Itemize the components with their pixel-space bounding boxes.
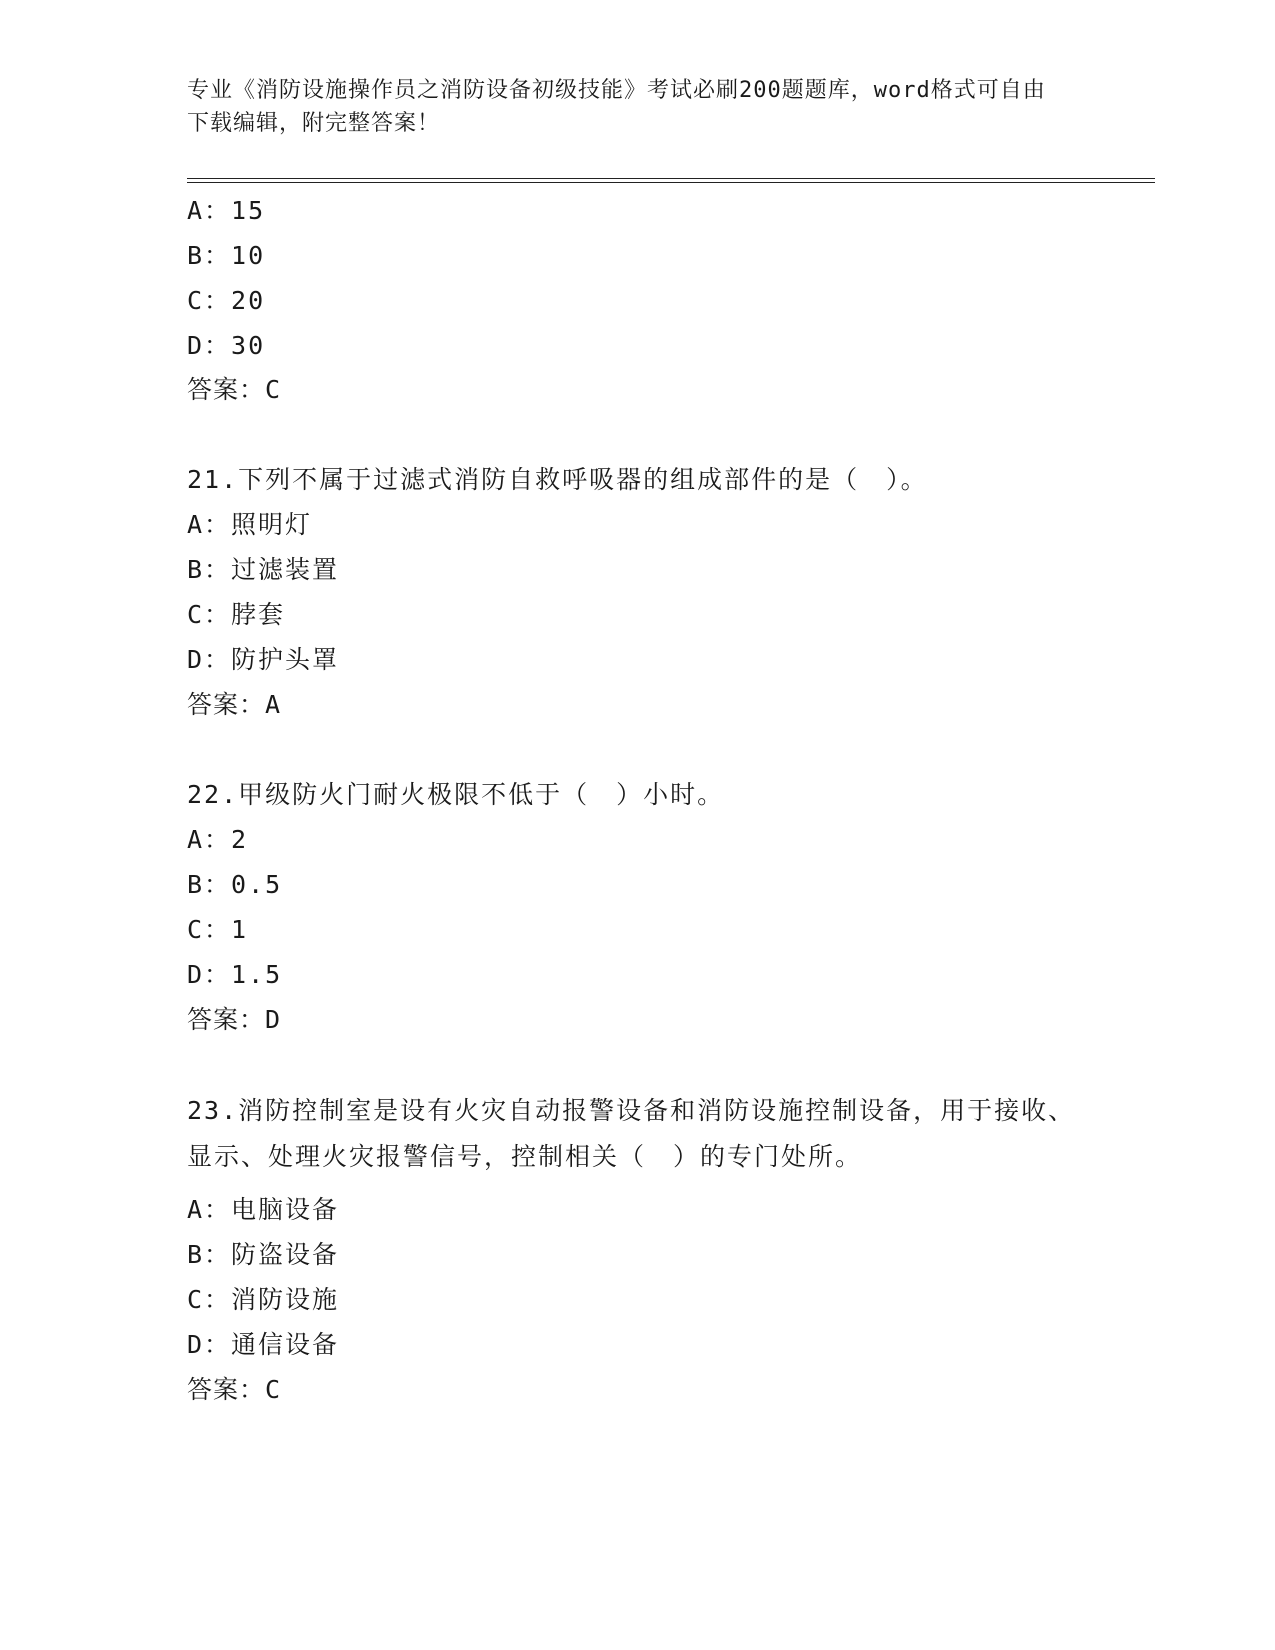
- document-header: 专业《消防设施操作员之消防设备初级技能》考试必刷200题题库，word格式可自由下载编辑，附完整答案！: [187, 78, 1046, 136]
- q23-stem: 23.消防控制室是设有火灾自动报警设备和消防设施控制设备，用于接收、显示、处理火灾报警信号，控制相关（ ）的专门处所。: [187, 1096, 1076, 1171]
- q22-answer: 答案：D: [187, 1005, 282, 1034]
- q20-option-a: A：15: [187, 196, 266, 225]
- q21-option-a: A：照明灯: [187, 510, 313, 539]
- q23-option-b: B：防盗设备: [187, 1240, 340, 1269]
- q23-option-a: A：电脑设备: [187, 1195, 340, 1224]
- q23-option-d: D：通信设备: [187, 1330, 340, 1359]
- q22-stem: 22.甲级防火门耐火极限不低于（ ）小时。: [187, 780, 725, 809]
- q20-option-b: B：10: [187, 241, 266, 270]
- q21-stem: 21.下列不属于过滤式消防自救呼吸器的组成部件的是（ ）。: [187, 465, 928, 494]
- q23-option-c: C：消防设施: [187, 1285, 340, 1314]
- q20-answer: 答案：C: [187, 375, 282, 404]
- q20-option-d: D：30: [187, 331, 266, 360]
- header-divider-bottom: [187, 182, 1155, 183]
- q22-option-b: B：0.5: [187, 870, 283, 899]
- header-divider-top: [187, 178, 1155, 179]
- q21-option-c: C：脖套: [187, 600, 286, 629]
- q23-answer: 答案：C: [187, 1375, 282, 1404]
- q22-option-a: A：2: [187, 825, 249, 854]
- q22-option-c: C：1: [187, 915, 249, 944]
- q21-option-d: D：防护头罩: [187, 645, 340, 674]
- q22-option-d: D：1.5: [187, 960, 283, 989]
- q21-answer: 答案：A: [187, 690, 282, 719]
- q20-option-c: C：20: [187, 286, 266, 315]
- q21-option-b: B：过滤装置: [187, 555, 340, 584]
